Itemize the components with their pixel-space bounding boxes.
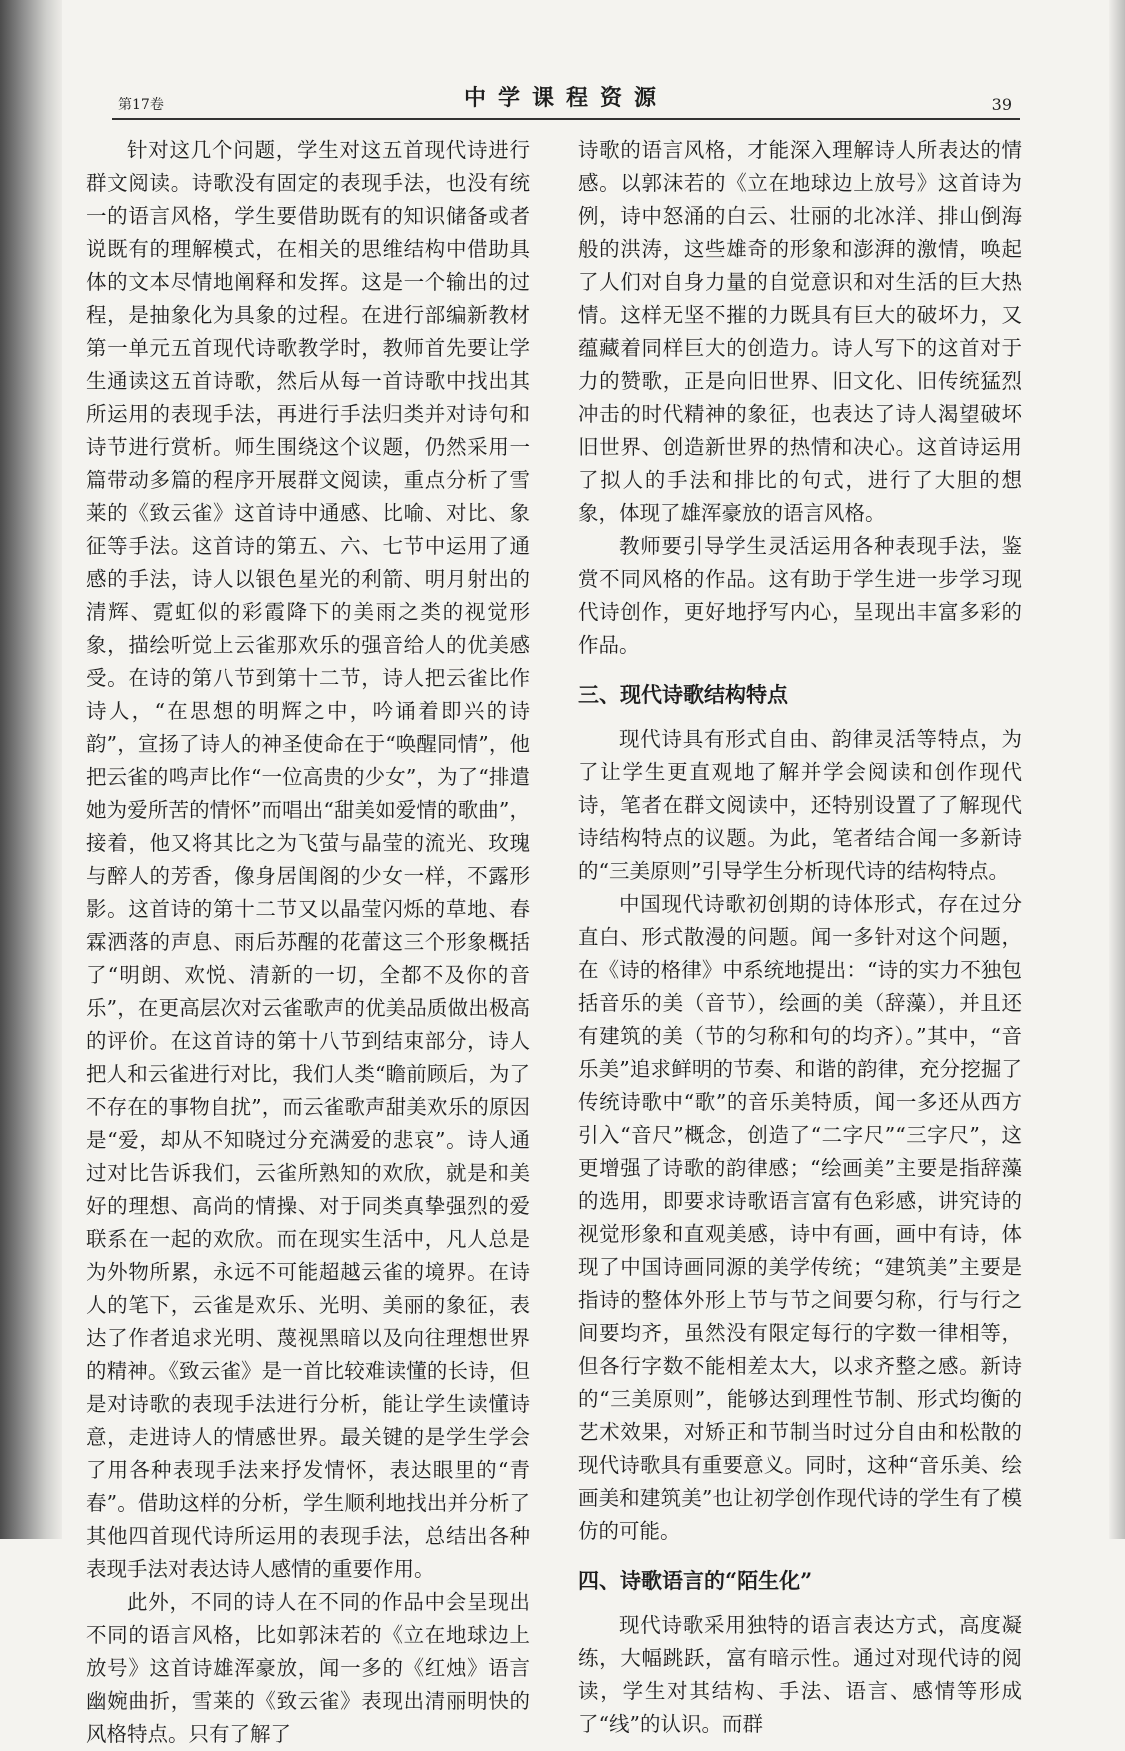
- book-spine-shadow: [0, 0, 62, 1539]
- page-edge-shadow: [1109, 0, 1125, 1539]
- paragraph-continued: 诗歌的语言风格，才能深入理解诗人所表达的情感。以郭沫若的《立在地球边上放号》这首诗为例，诗中怒涌的白云、壮丽的北冰洋、排山倒海般的洪涛，这些雄奇的形象和澎湃的激情，唤起了人们对自身力量的自觉意识和对生活的巨大热情。这样无坚不摧的力既具有巨大的破坏力，又蕴藏着同样巨大的创造力。诗人写下的这首对于力的赞歌，正是向旧世界、旧文化、旧传统猛烈冲击的时代精神的象征，也表达了诗人渴望破坏旧世界、创造新世界的热情和决心。这首诗运用了拟人的手法和排比的句式，进行了大胆的想象，体现了雄浑豪放的语言风格。: [578, 138, 1022, 525]
- paragraph: 针对这几个问题，学生对这五首现代诗进行群文阅读。诗歌没有固定的表现手法，也没有统一的语言风格，学生要借助既有的知识储备或者说既有的理解模式，在相关的思维结构中借助具体的文本尽情地阐释和发挥。这是一个输出的过程，是抽象化为具象的过程。在进行部编新教材第一单元五首现代诗歌教学时，教师首先要让学生通读这五首诗歌，然后从每一首诗歌中找出其所运用的表现手法，再进行手法归类并对诗句和诗节进行赏析。师生围绕这个议题，仍然采用一篇带动多篇的程序开展群文阅读，重点分析了雪莱的《致云雀》这首诗中通感、比喻、对比、象征等手法。这首诗的第五、六、七节中运用了通感的手法，诗人以银色星光的利箭、明月射出的清辉、霓虹似的彩霞降下的美雨之类的视觉形象，描绘听觉上云雀那欢乐的强音给人的优美感受。在诗的第八节到第十二节，诗人把云雀比作诗人，“在思想的明辉之中，吟诵着即兴的诗韵”，宣扬了诗人的神圣使命在于“唤醒同情”，他把云雀的鸣声比作“一位高贵的少女”，为了“排遣她为爱所苦的情怀”而唱出“甜美如爱情的歌曲”，接着，他又将其比之为飞萤与晶莹的流光、玫瑰与醉人的芳香，像身居闺阁的少女一样，不露形影。这首诗的第十二节又以晶莹闪烁的草地、春霖洒落的声息、雨后苏醒的花蕾这三个形象概括了“明朗、欢悦、清新的一切，全都不及你的音乐”，在更高层次对云雀歌声的优美品质做出极高的评价。在这首诗的第十八节到结束部分，诗人把人和云雀进行对比，我们人类“瞻前顾后，为了不存在的事物自扰”，而云雀歌声甜美欢乐的原因是“爱，却从不知晓过分充满爱的悲哀”。诗人通过对比告诉我们，云雀所熟知的欢欣，就是和美好的理想、高尚的情操、对于同类真挚强烈的爱联系在一起的欢欣。而在现实生活中，凡人总是为外物所累，永远不可能超越云雀的境界。在诗人的笔下，云雀是欢乐、光明、美丽的象征，表达了作者追求光明、蔑视黑暗以及向往理想世界的精神。《致云雀》是一首比较难读懂的长诗，但是对诗歌的表现手法进行分析，能让学生读懂诗意，走进诗人的情感世界。最关键的是学生学会了用各种表现手法来抒发情怀，表达眼里的“青春”。借助这样的分析，学生顺利地找出并分析了其他四首现代诗所运用的表现手法，总结出各种表现手法对表达诗人感情的重要作用。: [86, 138, 530, 1581]
- section-heading: 三、现代诗歌结构特点: [578, 682, 788, 707]
- right-column: [578, 134, 1022, 1741]
- section-heading: 四、诗歌语言的“陌生化”: [578, 1568, 813, 1593]
- journal-title: 中学课程资源: [463, 85, 668, 111]
- page-number: 39: [991, 95, 1012, 114]
- running-header: [112, 86, 1020, 120]
- paragraph: 现代诗歌采用独特的语言表达方式，高度凝练，大幅跳跃，富有暗示性。通过对现代诗的阅读，学生对其结构、手法、语言、感情等形成了“线”的认识。而群: [578, 1613, 1022, 1736]
- paragraph: 教师要引导学生灵活运用各种表现手法，鉴赏不同风格的作品。这有助于学生进一步学习现代诗创作，更好地抒写内心，呈现出丰富多彩的作品。: [578, 534, 1022, 657]
- paragraph: 中国现代诗歌初创期的诗体形式，存在过分直白、形式散漫的问题。闻一多针对这个问题，在《诗的格律》中系统地提出：“诗的实力不独包括音乐的美（音节），绘画的美（辞藻），并且还有建筑的美（节的匀称和句的均齐）。”其中，“音乐美”追求鲜明的节奏、和谐的韵律，充分挖掘了传统诗歌中“歌”的音乐美特质，闻一多还从西方引入“音尺”概念，创造了“二字尺”“三字尺”，这更增强了诗歌的韵律感；“绘画美”主要是指辞藻的选用，即要求诗歌语言富有色彩感，讲究诗的视觉形象和直观美感，诗中有画，画中有诗，体现了中国诗画同源的美学传统；“建筑美”主要是指诗的整体外形上节与节之间要匀称，行与行之间要均齐，虽然没有限定每行的字数一律相等，但各行字数不能相差太大，以求齐整之感。新诗的“三美原则”，能够达到理性节制、形式均衡的艺术效果，对矫正和节制当时过分自由和松散的现代诗歌具有重要意义。同时，这种“音乐美、绘画美和建筑美”也让初学创作现代诗的学生有了模仿的可能。: [578, 892, 1022, 1543]
- paragraph: 此外，不同的诗人在不同的作品中会呈现出不同的语言风格，比如郭沫若的《立在地球边上放号》这首诗雄浑豪放，闻一多的《红烛》语言幽婉曲折，雪莱的《致云雀》表现出清丽明快的风格特点。只有了解了: [86, 1590, 530, 1746]
- paragraph: 现代诗具有形式自由、韵律灵活等特点，为了让学生更直观地了解并学会阅读和创作现代诗，笔者在群文阅读中，还特别设置了了解现代诗结构特点的议题。为此，笔者结合闻一多新诗的“三美原则”引导学生分析现代诗的结构特点。: [578, 727, 1022, 883]
- volume-label: 第17卷: [118, 97, 164, 113]
- left-column: [86, 134, 530, 1751]
